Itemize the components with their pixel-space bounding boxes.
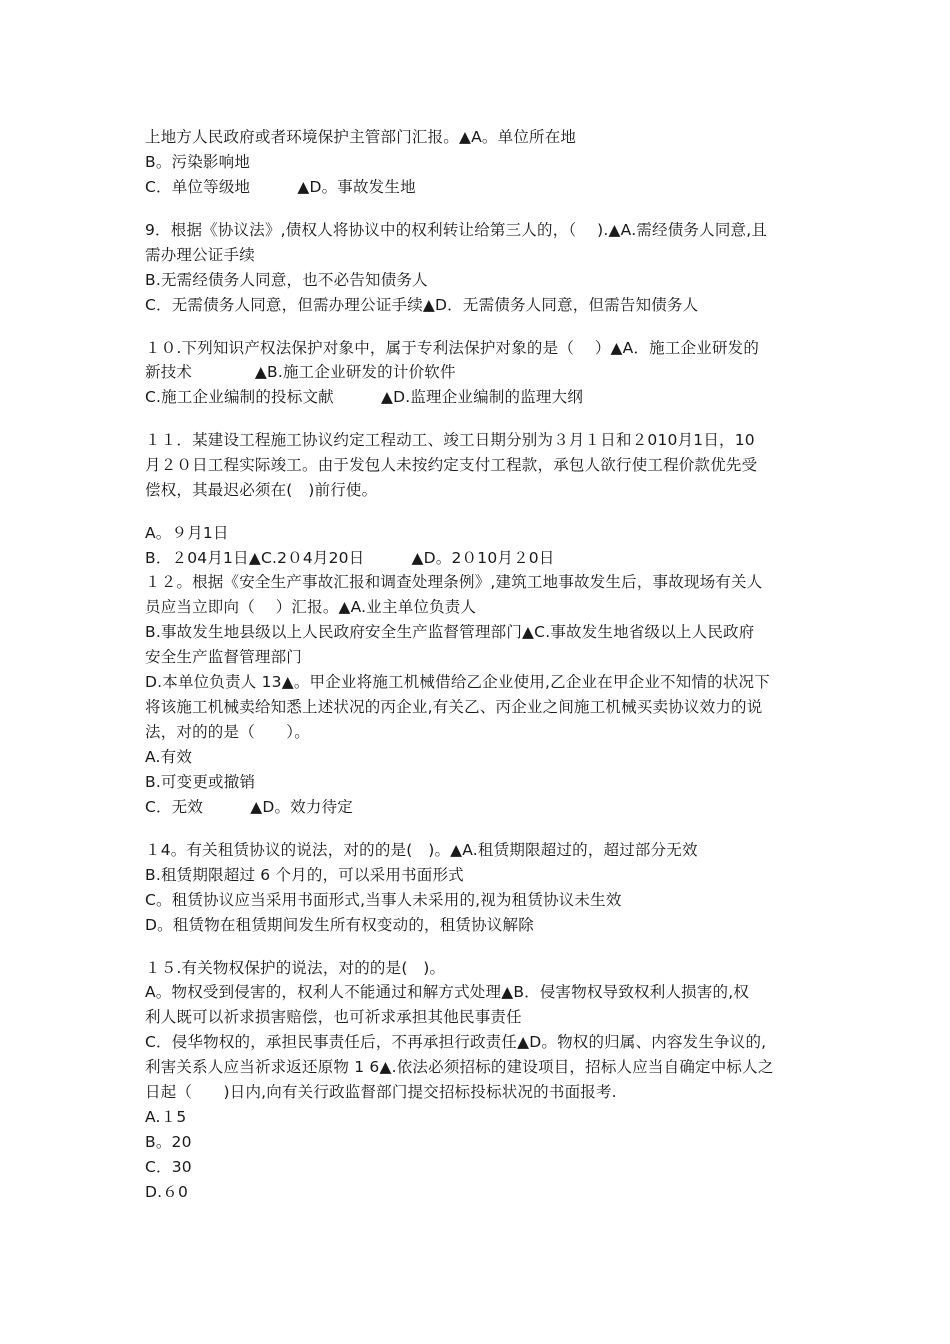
- text-line: A.１5: [145, 1108, 187, 1126]
- text-line: 上地方人民政府或者环境保护主管部门汇报。▲A。单位所在地: [145, 128, 577, 146]
- text-line: D.６0: [145, 1183, 189, 1201]
- text-line: C．30: [145, 1158, 192, 1176]
- text-line: B。20: [145, 1133, 192, 1151]
- text-line: 利害关系人应当祈求返还原物 1 6▲.依法必须招标的建设项目，招标人应当自确定中标人之: [145, 1058, 774, 1076]
- text-line: 9．根据《协议法》,债权人将协议中的权利转让给第三人的，（ ).▲A.需经债务人同意,且: [145, 221, 768, 239]
- text-line: C.施工企业编制的投标文献 ▲D.监理企业编制的监理大纲: [145, 388, 584, 406]
- text-line: 月２０日工程实际竣工。由于发包人未按约定支付工程款，承包人欲行使工程价款优先受: [145, 456, 758, 474]
- text-line: 安全生产监督管理部门: [145, 648, 303, 666]
- text-line: １4。有关租赁协议的说法，对的的是( )。▲A.租赁期限超过的，超过部分无效: [145, 841, 698, 859]
- text-line: D。租赁物在租赁期间发生所有权变动的，租赁协议解除: [145, 916, 534, 934]
- text-line: C．侵华物权的，承担民事责任后，不再承担行政责任▲D。物权的归属、内容发生争议的,: [145, 1033, 767, 1051]
- text-line: 员应当立即向（ ）汇报。▲A.业主单位负责人: [145, 598, 477, 616]
- text-line: B.可变更或撤销: [145, 773, 256, 791]
- text-line: 法，对的的是（ ）。: [145, 723, 310, 741]
- text-line: A。９月1日: [145, 524, 229, 542]
- text-line: B．２04月1日▲C.2０4月20日 ▲D。2０10月２0日: [145, 549, 555, 567]
- text-line: C．无需债务人同意，但需办理公证手续▲D．无需债务人同意，但需告知债务人: [145, 296, 699, 314]
- text-line: １２。根据《安全生产事故汇报和调查处理条例》,建筑工地事故发生后，事故现场有关人: [145, 573, 763, 591]
- text-line: D.本单位负责人 13▲。甲企业将施工机械借给乙企业使用,乙企业在甲企业不知情的状况下: [145, 673, 770, 691]
- text-line: B.事故发生地县级以上人民政府安全生产监督管理部门▲C.事故发生地省级以上人民政府: [145, 623, 755, 641]
- text-line: C．单位等级地 ▲D。事故发生地: [145, 178, 416, 196]
- text-line: １０.下列知识产权法保护对象中，属于专利法保护对象的是（ ）▲A．施工企业研发的: [145, 339, 760, 357]
- text-line: B。污染影响地: [145, 153, 251, 171]
- text-line: B.无需经债务人同意，也不必告知债务人: [145, 271, 428, 289]
- text-line: 利人既可以祈求损害赔偿，也可祈求承担其他民事责任: [145, 1008, 522, 1026]
- text-line: C。租赁协议应当采用书面形式,当事人未采用的,视为租赁协议未生效: [145, 891, 622, 909]
- text-line: １５.有关物权保护的说法，对的的是( )。: [145, 959, 446, 977]
- text-line: １１．某建设工程施工协议约定工程动工、竣工日期分别为３月１日和２010月1日，10: [145, 431, 755, 449]
- text-line: A。物权受到侵害的，权利人不能通过和解方式处理▲B．侵害物权导致权利人损害的,权: [145, 983, 750, 1001]
- text-line: 需办理公证手续: [145, 246, 255, 264]
- text-line: B.租赁期限超过 6 个月的，可以采用书面形式: [145, 866, 464, 884]
- text-line: 新技术 ▲B.施工企业研发的计价软件: [145, 363, 456, 381]
- text-line: 将该施工机械卖给知悉上述状况的丙企业,有关乙、丙企业之间施工机械买卖协议效力的说: [145, 698, 763, 716]
- text-line: A.有效: [145, 748, 193, 766]
- text-line: 日起（ )日内,向有关行政监督部门提交招标投标状况的书面报考.: [145, 1083, 617, 1101]
- text-line: C．无效 ▲D。效力待定: [145, 798, 353, 816]
- text-line: 偿权，其最迟必须在( )前行使。: [145, 481, 378, 499]
